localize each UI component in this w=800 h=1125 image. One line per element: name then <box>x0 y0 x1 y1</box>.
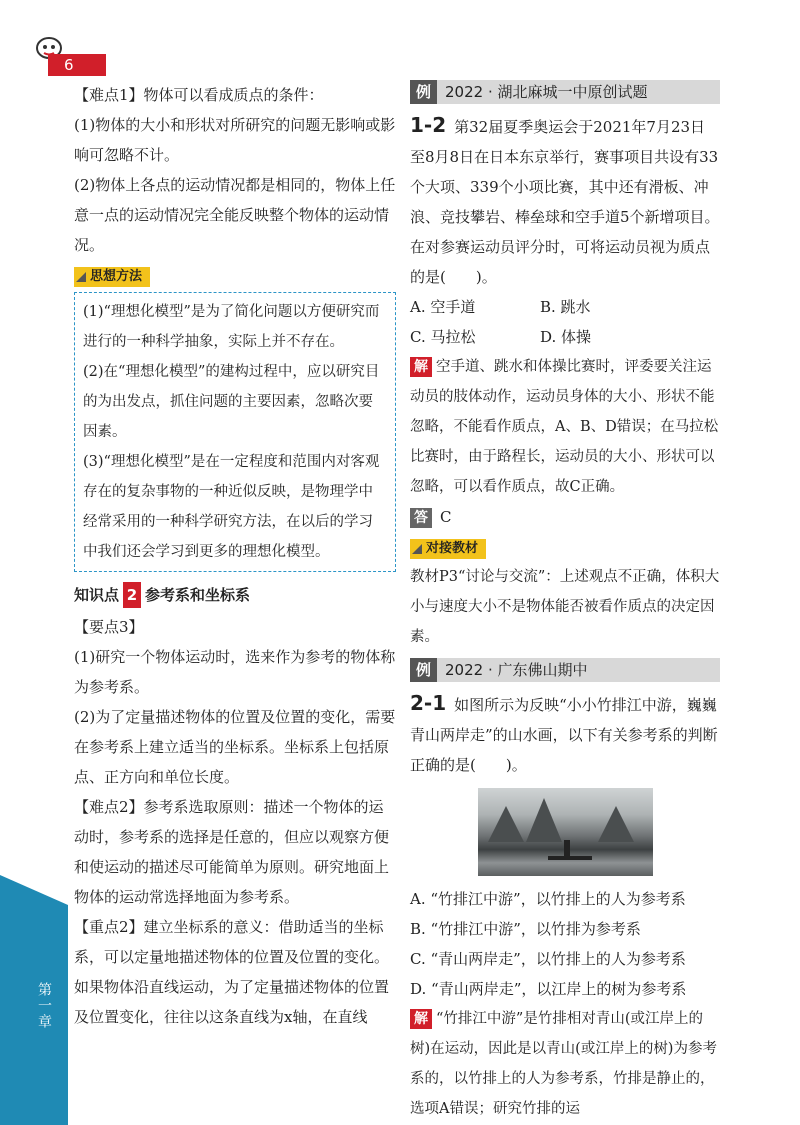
solution-2-1 <box>410 1004 720 1124</box>
method-item: (3)“理想化模型”是在一定程度和范围内对客观存在的复杂事物的一种近似反映，是物理学中经常采用的一种科学研究方法，在以后的学习中我们还会学习到更多的理想化模型。 <box>83 454 380 560</box>
example-tag: 例 <box>410 658 437 682</box>
landscape-photo <box>478 788 653 876</box>
nandian2-paragraph: 【难点2】参考系选取原则：描述一个物体的运动时，参考系的选择是任意的，但应以观察方便和使运动的描述尽可能简单为原则。研究地面上物体的运动常选择地面为参考系。 <box>74 798 390 906</box>
option-b: B. “竹排江中游”，以竹排为参考系 <box>410 920 641 938</box>
zhongdian2-paragraph: 【重点2】建立坐标系的意义：借助适当的坐标系，可以定量地描述物体的位置及位置的变化。如果物体沿直线运动，为了定量描述物体的位置及位置变化，往往以这条直线为x轴，在直线 <box>74 918 390 1026</box>
solution-tag: 解 <box>410 357 432 377</box>
option-c: C. 马拉松 <box>410 328 476 346</box>
question-2-1 <box>410 688 720 780</box>
kp-number: 2 <box>123 582 141 608</box>
option-d: D. “青山两岸走”，以江岸上的树为参考系 <box>410 980 687 998</box>
example1-bar <box>410 80 720 104</box>
method-tag: 思想方法 <box>74 267 150 287</box>
option-b: B. 跳水 <box>540 298 591 316</box>
solution-1-2 <box>410 352 720 502</box>
left-column <box>74 80 396 1032</box>
solution-tag: 解 <box>410 1009 432 1029</box>
method-item: (1)“理想化模型”是为了简化问题以方便研究而进行的一种科学抽象，实际上并不存在。 <box>83 304 380 350</box>
method-item: (2)在“理想化模型”的建构过程中，应以研究目的为出发点，抓住问题的主要因素，忽略次要因素。 <box>83 364 380 440</box>
textbook-text: 教材P3“讨论与交流”：上述观点不正确，体积大小与速度大小不是物体能否被看作质点的决定因素。 <box>410 569 720 645</box>
options-row <box>410 322 720 352</box>
solution-text: 空手道、跳水和体操比赛时，评委要关注运动员的肢体动作，运动员身体的大小、形状不能忽略，不能看作质点，A、B、D错误；在马拉松比赛时，由于路程长，运动员的大小、形状可以忽略，可以看作质点，故C正确。 <box>410 359 719 495</box>
answer-1-2 <box>410 502 720 532</box>
yaodian3-title: 【要点3】 <box>74 618 144 636</box>
question-number: 2-1 <box>410 691 447 715</box>
solution-text: “竹排江中游”是竹排相对青山(或江岸上的树)在运动，因此是以青山(或江岸上的树)为参考系的，以竹排上的人为参考系，竹排是静止的，选项A错误；研究竹排的运 <box>410 1011 717 1117</box>
nandian1-item: (1)物体的大小和形状对所研究的问题无影响或影响可忽略不计。 <box>74 116 396 164</box>
question-text: 第32届夏季奥运会于2021年7月23日至8月8日在日本东京举行，赛事项目共设有33个大项、339个小项比赛，其中还有滑板、冲浪、竞技攀岩、棒垒球和空手道5个新增项目。在对参赛运动员评分时，可将运动员视为质点的是( )。 <box>410 118 720 286</box>
textbook-tag: 对接教材 <box>410 539 486 559</box>
example-tag: 例 <box>410 80 437 104</box>
page-number: 6 <box>48 54 106 76</box>
kp-title: 参考系和坐标系 <box>145 586 251 604</box>
example2-bar <box>410 658 720 682</box>
method-box <box>74 292 396 572</box>
nandian1-title: 【难点1】物体可以看成质点的条件： <box>74 86 324 104</box>
chapter-label: 第一章 <box>36 982 52 1030</box>
answer-tag: 答 <box>410 508 432 528</box>
options-row <box>410 292 720 322</box>
right-column <box>410 80 720 1124</box>
knowledge-point-heading <box>74 582 396 608</box>
answer-value: C <box>440 508 452 526</box>
question-number: 1-2 <box>410 113 447 137</box>
example1-source: 2022 · 湖北麻城一中原创试题 <box>445 83 648 101</box>
question-text: 如图所示为反映“小小竹排江中游，巍巍青山两岸走”的山水画，以下有关参考系的判断正确的是( )。 <box>410 696 718 774</box>
example2-source: 2022 · 广东佛山期中 <box>445 661 588 679</box>
yaodian3-item: (2)为了定量描述物体的位置及位置的变化，需要在参考系上建立适当的坐标系。坐标系上包括原点、正方向和单位长度。 <box>74 708 396 786</box>
nandian1-item: (2)物体上各点的运动情况都是相同的，物体上任意一点的运动情况完全能反映整个物体的运动情况。 <box>74 176 396 254</box>
option-c: C. “青山两岸走”，以竹排上的人为参考系 <box>410 950 686 968</box>
option-a: A. “竹排江中游”，以竹排上的人为参考系 <box>410 890 686 908</box>
option-a: A. 空手道 <box>410 298 476 316</box>
option-d: D. 体操 <box>540 328 592 346</box>
question-1-2 <box>410 110 720 292</box>
yaodian3-item: (1)研究一个物体运动时，选来作为参考的物体称为参考系。 <box>74 648 396 696</box>
kp-prefix: 知识点 <box>74 586 120 604</box>
